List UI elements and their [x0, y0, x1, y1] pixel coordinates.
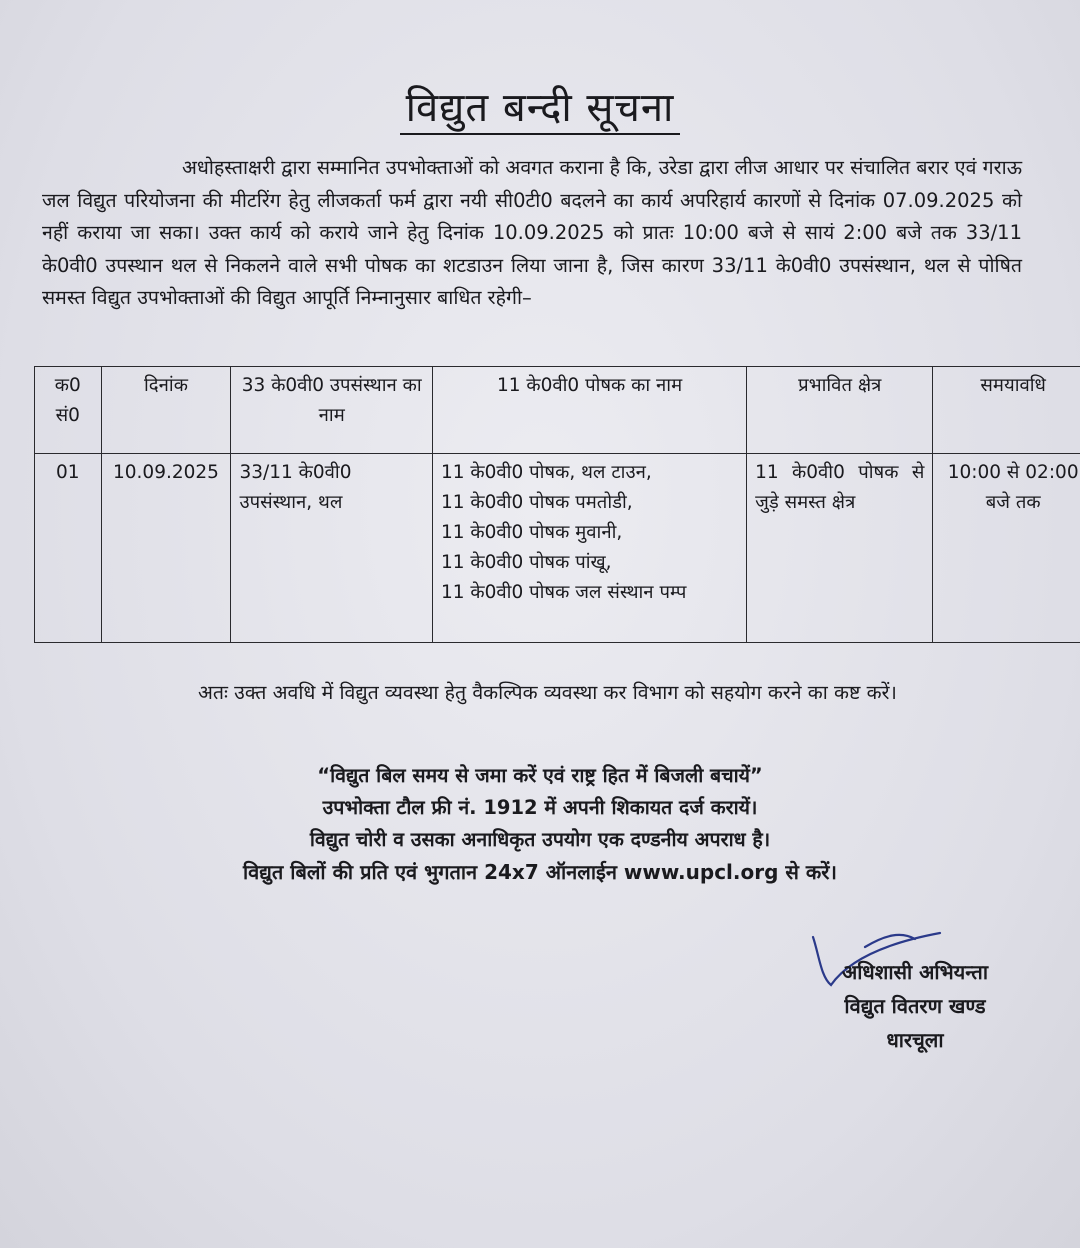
header-feeder: 11 के0वी0 पोषक का नाम [433, 367, 747, 454]
signatory-division: विद्युत वितरण खण्ड [844, 994, 986, 1018]
table-row [35, 454, 1080, 643]
slogan-line: विद्युत बिलों की प्रति एवं भुगतान 24x7 ऑनलाईन www.upcl.org से करें। [243, 860, 837, 884]
slogans-block [0, 760, 1080, 888]
feeder-item: 11 के0वी0 पोषक, थल टाउन, [441, 462, 652, 483]
cell-duration: 10:00 से 02:00 बजे तक [933, 454, 1080, 643]
signature-block [800, 955, 1030, 1057]
table-header-row [35, 367, 1080, 454]
shutdown-table [34, 366, 1080, 643]
slogan-line: “विद्युत बिल समय से जमा करें एवं राष्ट्र हित में बिजली बचायें” [317, 764, 763, 787]
cell-date: 10.09.2025 [101, 454, 231, 643]
cell-feeders [433, 454, 747, 643]
slogan-line: विद्युत चोरी व उसका अनाधिकृत उपयोग एक दण्डनीय अपराध है। [309, 828, 771, 851]
feeder-item: 11 के0वी0 पोषक पांखू, [441, 552, 612, 573]
closing-paragraph: अतः उक्त अवधि में विद्युत व्यवस्था हेतु वैकल्पिक व्यवस्था कर विभाग को सहयोग करने का कष्ट करें। [198, 681, 897, 704]
cell-serial: 01 [35, 454, 102, 643]
header-serial: क0 सं0 [35, 367, 102, 454]
header-duration: समयावधि [933, 367, 1080, 454]
notice-title: विद्युत बन्दी सूचना [0, 78, 1080, 133]
header-affected-area: प्रभावित क्षेत्र [747, 367, 933, 454]
slogan-line: उपभोक्ता टौल फ्री नं. 1912 में अपनी शिकायत दर्ज करायें। [322, 796, 758, 819]
cell-substation: 33/11 के0वी0 उपसंस्थान, थल [231, 454, 433, 643]
signatory-place: धारचूला [886, 1028, 944, 1052]
header-date: दिनांक [101, 367, 231, 454]
feeder-item: 11 के0वी0 पोषक जल संस्थान पम्प [441, 582, 687, 603]
header-substation: 33 के0वी0 उपसंस्थान का नाम [231, 367, 433, 454]
signatory-designation: अधिशासी अभियन्ता [841, 960, 989, 984]
intro-paragraph: अधोहस्ताक्षरी द्वारा सम्मानित उपभोक्ताओं को अवगत कराना है कि, उरेडा द्वारा लीज आधार पर संचालित बरार एवं गराऊ जल विद्युत परियोजना की मीटरिंग हेतु लीजकर्ता फर्म द्वारा नयी सी0टी0 बदलने का कार्य अपरिहार्य कारणों से दिनांक 07.09.2025 को नहीं कराया जा सका। उक्त कार्य को कराये जाने हेतु दिनांक 10.09.2025 को प्रातः 10:00 बजे से सायं 2:00 बजे तक 33/11 के0वी0 उपस्थान थल से निकलने वाले सभी पोषक का शटडाउन लिया जाना है, जिस कारण 33/11 के0वी0 उपसंस्थान, थल से पोषित समस्त विद्युत उपभोक्ताओं की विद्युत आपूर्ति निम्नानुसार बाधित रहेगी– [42, 156, 1022, 309]
cell-affected-area: 11 के0वी0 पोषक से जुड़े समस्त क्षेत्र [747, 454, 933, 643]
feeder-item: 11 के0वी0 पोषक मुवानी, [441, 522, 623, 543]
feeder-item: 11 के0वी0 पोषक पमतोडी, [441, 492, 633, 513]
